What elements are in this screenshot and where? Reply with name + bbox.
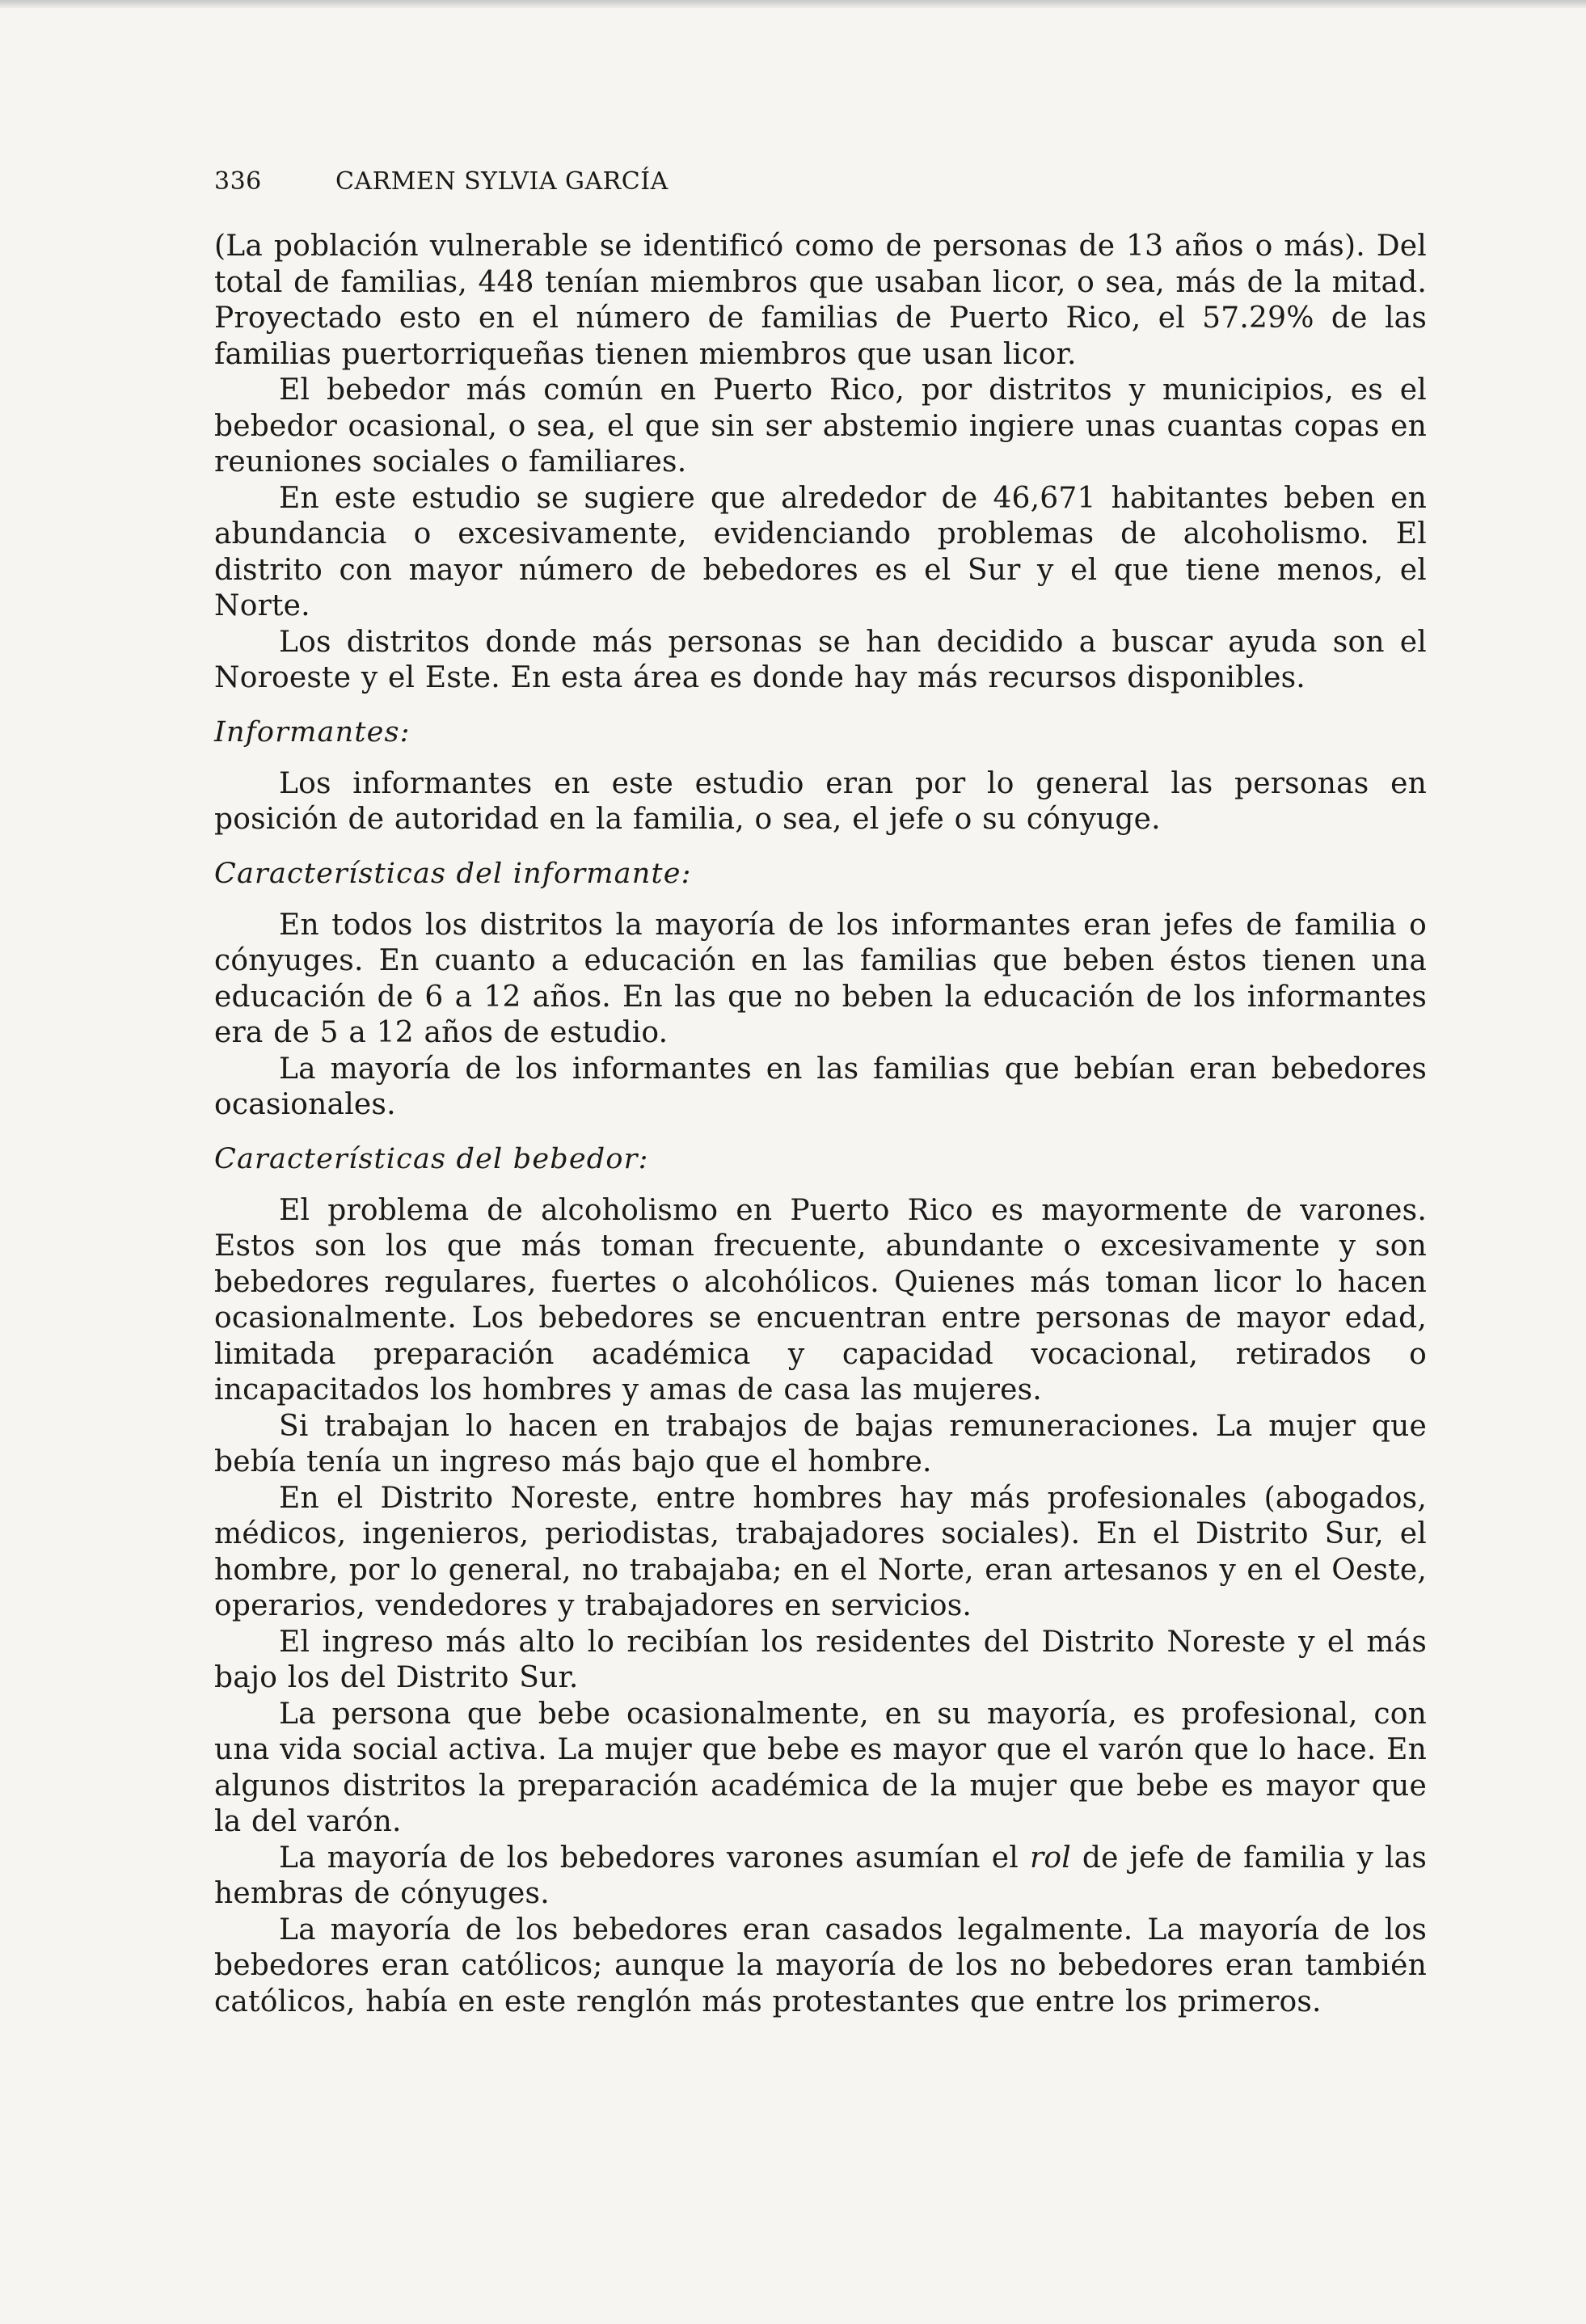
paragraph: El problema de alcoholismo en Puerto Rico es mayormente de varones. Estos son los que más toman frecuente, abundante o excesivamente y son bebedores regulares, fuertes o alcohólicos. Quienes más toman licor lo hacen ocasionalmente. Los bebedores se encuentran entre personas de mayor edad, limitada preparación académica y capacidad vocacional, retirados o incapacitados los hombres y amas de casa las mujeres. [214,1193,1427,1407]
paragraph: En todos los distritos la mayoría de los informantes eran jefes de familia o cónyuges. En cuanto a educación en las familias que beben éstos tienen una educación de 6 a 12 años. En las que no beben la educación de los informantes era de 5 a 12 años de estudio. [214,908,1427,1049]
paragraph: Los informantes en este estudio eran por lo general las personas en posición de autoridad en la familia, o sea, el jefe o su cónyuge. [214,766,1427,836]
paragraph-text: de jefe de familia y las hembras de cónyuges. [214,1841,1427,1910]
paragraph: El ingreso más alto lo recibían los residentes del Distrito Noreste y el más bajo los del Distrito Sur. [214,1625,1427,1694]
paragraph: La mayoría de los informantes en las familias que bebían eran bebedores ocasionales. [214,1052,1427,1121]
paragraph: En el Distrito Noreste, entre hombres hay más profesionales (abogados, médicos, ingenieros, periodistas, trabajadores sociales). En el Distrito Sur, el hombre, por lo general, no trabajaba; en el Norte, eran artesanos y en el Oeste, operarios, vendedores y trabajadores en servicios. [214,1481,1427,1622]
paragraph: En este estudio se sugiere que alrededor de 46,671 habitantes beben en abundancia o excesivamente, evidenciando problemas de alcoholismo. El distrito con mayor número de bebedores es el Sur y el que tiene menos, el Norte. [214,481,1427,622]
body-text [214,229,1427,2020]
scan-top-edge [0,0,1586,8]
paragraph: La persona que bebe ocasionalmente, en su mayoría, es profesional, con una vida social activa. La mujer que bebe es mayor que el varón que lo hace. En algunos distritos la preparación académica de la mujer que bebe es mayor que la del varón. [214,1697,1427,1838]
section-heading-informantes: Informantes: [214,715,411,749]
paragraph-text: La mayoría de los bebedores varones asumían el [279,1841,1019,1875]
paragraph: (La población vulnerable se identificó como de personas de 13 años o más). Del total de familias, 448 tenían miembros que usaban licor, o sea, más de la mitad. Proyectado esto en el número de familias de Puerto Rico, el 57.29% de las familias puertorriqueñas tienen miembros que usan licor. [214,230,1427,371]
running-title: CARMEN SYLVIA GARCÍA [335,167,669,196]
running-header [214,158,1427,206]
section-heading-caracteristicas-bebedor: Características del bebedor: [214,1142,649,1175]
page-number: 336 [214,167,262,196]
paragraph [214,1841,1427,1913]
paragraph: El bebedor más común en Puerto Rico, por distritos y municipios, es el bebedor ocasional, o sea, el que sin ser abstemio ingiere unas cuantas copas en reuniones sociales o familiares. [214,373,1427,479]
paragraph: Si trabajan lo hacen en trabajos de bajas remuneraciones. La mujer que bebía tenía un ingreso más bajo que el hombre. [214,1409,1427,1478]
italic-term: rol [1029,1841,1071,1875]
section-heading-caracteristicas-informante: Características del informante: [214,857,692,890]
page-content [214,158,1427,2020]
paragraph: Los distritos donde más personas se han decidido a buscar ayuda son el Noroeste y el Este. En esta área es donde hay más recursos disponibles. [214,625,1427,694]
paragraph: La mayoría de los bebedores eran casados legalmente. La mayoría de los bebedores eran católicos; aunque la mayoría de los no bebedores eran también católicos, había en este renglón más protestantes que entre los primeros. [214,1913,1427,2018]
